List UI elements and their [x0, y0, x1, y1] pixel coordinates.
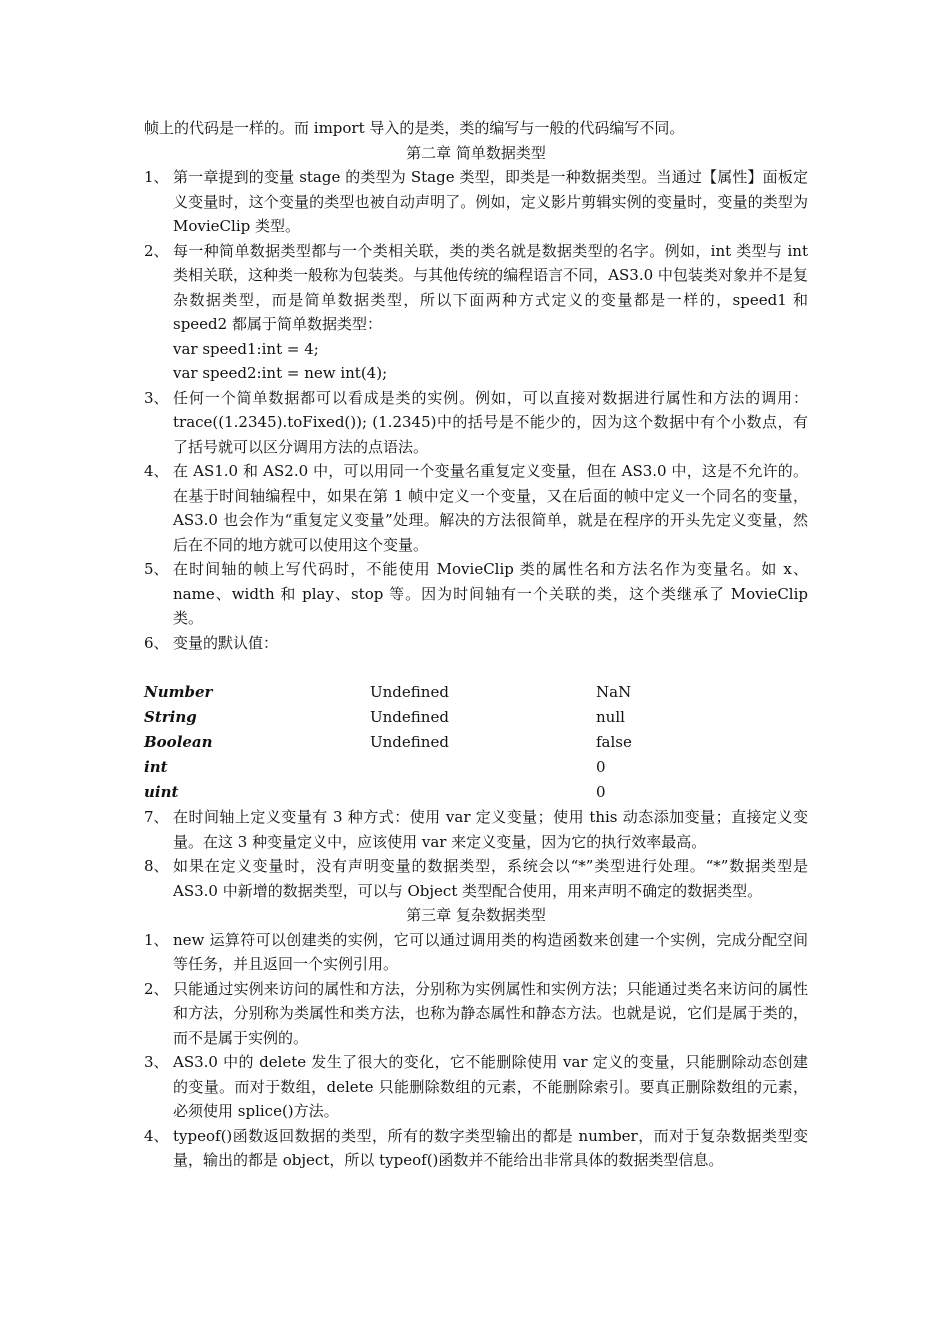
item-number: 7、	[144, 808, 169, 826]
table-row	[144, 755, 808, 780]
as3-default-cell: NaN	[596, 683, 632, 701]
item-text: 每一种简单数据类型都与一个类相关联，类的类名就是数据类型的名字。例如，int 类型与 int 类相关联，这种类一般称为包装类。与其他传统的编程语言不同，AS3.0 中包装类对象并不是复杂数据类型，而是简单数据类型，所以下面两种方式定义的变量都是一样的，speed1 和 speed2 都属于简单数据类型：	[173, 241, 808, 333]
item-text: 变量的默认值：	[173, 633, 279, 652]
item-number: 2、	[144, 979, 169, 998]
code-line: var speed1:int = 4;	[173, 339, 319, 358]
list-item	[144, 386, 808, 460]
item-text: typeof()函数返回数据的类型，所有的数字类型输出的都是 number，而对于复杂数据类型变量，输出的都是 object，所以 typeof()函数并不能给出非常具体的数据类型信息。	[173, 1126, 808, 1169]
as3-default-cell: 0	[596, 758, 606, 776]
item-text: 如果在定义变量时，没有声明变量的数据类型，系统会以“*”类型进行处理。“*”数据类型是 AS3.0 中新增的数据类型，可以与 Object 类型配合使用，用来声明不确定的数据类型。	[173, 857, 808, 900]
list-item	[144, 1124, 808, 1173]
as3-default-cell: null	[596, 708, 625, 726]
item-number: 2、	[144, 241, 169, 260]
item-text: new 运算符可以创建类的实例，它可以通过调用类的构造函数来创建一个实例，完成分配空间等任务，并且返回一个实例引用。	[173, 930, 808, 973]
as2-default-cell: Undefined	[370, 708, 449, 726]
list-item	[144, 239, 808, 337]
item-number: 5、	[144, 560, 169, 578]
as2-default-cell: Undefined	[370, 733, 449, 751]
code-line: var speed2:int = new int(4);	[173, 364, 388, 382]
item-number: 1、	[144, 930, 169, 949]
item-text: AS3.0 中的 delete 发生了很大的变化，它不能删除使用 var 定义的变量，只能删除动态创建的变量。而对于数组，delete 只能删除数组的元素，不能删除索引。要真正删除数组的元素，必须使用 splice()方法。	[173, 1053, 808, 1120]
item-number: 3、	[144, 1053, 169, 1071]
item-text: 第一章提到的变量 stage 的类型为 Stage 类型，即类是一种数据类型。当通过【属性】面板定义变量时，这个变量的类型也被自动声明了。例如，定义影片剪辑实例的变量时，变量的类型为 MovieClip 类型。	[173, 168, 808, 235]
table-row	[144, 780, 808, 805]
item-text: 任何一个简单数据都可以看成是类的实例。例如，可以直接对数据进行属性和方法的调用：trace((1.2345).toFixed()); (1.2345)中的括号是不能少的，因为这个数据中有个小数点，有了括号就可以区分调用方法的点语法。	[173, 388, 808, 456]
item-text: 在时间轴上定义变量有 3 种方式：使用 var 定义变量；使用 this 动态添加变量；直接定义变量。在这 3 种变量定义中，应该使用 var 来定义变量，因为它的执行效率最高。	[173, 808, 808, 851]
list-item	[144, 928, 808, 977]
as3-default-cell: false	[596, 733, 632, 751]
type-cell: uint	[144, 783, 179, 801]
list-item	[144, 165, 808, 239]
document-body	[144, 116, 808, 1173]
list-item	[144, 631, 808, 656]
spacer	[144, 655, 808, 680]
item-text: 在时间轴的帧上写代码时，不能使用 MovieClip 类的属性名和方法名作为变量名。如 x、name、width 和 play、stop 等。因为时间轴有一个关联的类，这个类继承了 MovieClip 类。	[173, 560, 808, 627]
as3-default-cell: 0	[596, 783, 606, 801]
type-cell: Boolean	[144, 733, 213, 751]
list-item	[144, 1050, 808, 1124]
table-row	[144, 730, 808, 755]
type-cell: Number	[144, 683, 213, 701]
chapter3-title: 第三章 复杂数据类型	[406, 906, 546, 924]
list-item	[144, 854, 808, 903]
list-item	[144, 977, 808, 1051]
type-cell: int	[144, 758, 168, 776]
item-number: 6、	[144, 633, 169, 652]
default-values-table	[144, 680, 808, 805]
item-number: 4、	[144, 1126, 169, 1145]
as2-default-cell	[370, 780, 596, 805]
type-cell: String	[144, 708, 197, 726]
item-number: 3、	[144, 388, 169, 407]
as2-default-cell: Undefined	[370, 683, 449, 701]
intro-line: 帧上的代码是一样的。而 import 导入的是类，类的编写与一般的代码编写不同。	[144, 119, 685, 137]
as2-default-cell	[370, 755, 596, 780]
chapter2-title: 第二章 简单数据类型	[406, 143, 546, 162]
list-item	[144, 805, 808, 854]
item-text: 只能通过实例来访问的属性和方法，分别称为实例属性和实例方法；只能通过类名来访问的属性和方法，分别称为类属性和类方法，也称为静态属性和静态方法。也就是说，它们是属于类的，而不是属于实例的。	[173, 979, 808, 1047]
table-row	[144, 680, 808, 705]
item-number: 1、	[144, 168, 169, 186]
list-item	[144, 557, 808, 631]
item-number: 8、	[144, 857, 169, 875]
table-row	[144, 705, 808, 730]
item-text: 在 AS1.0 和 AS2.0 中，可以用同一个变量名重复定义变量，但在 AS3.0 中，这是不允许的。在基于时间轴编程中，如果在第 1 帧中定义一个变量，又在后面的帧中定义一个同名的变量，AS3.0 也会作为“重复定义变量”处理。解决的方法很简单，就是在程序的开头先定义变量，然后在不同的地方就可以使用这个变量。	[173, 462, 808, 554]
item-number: 4、	[144, 462, 169, 480]
list-item	[144, 459, 808, 557]
